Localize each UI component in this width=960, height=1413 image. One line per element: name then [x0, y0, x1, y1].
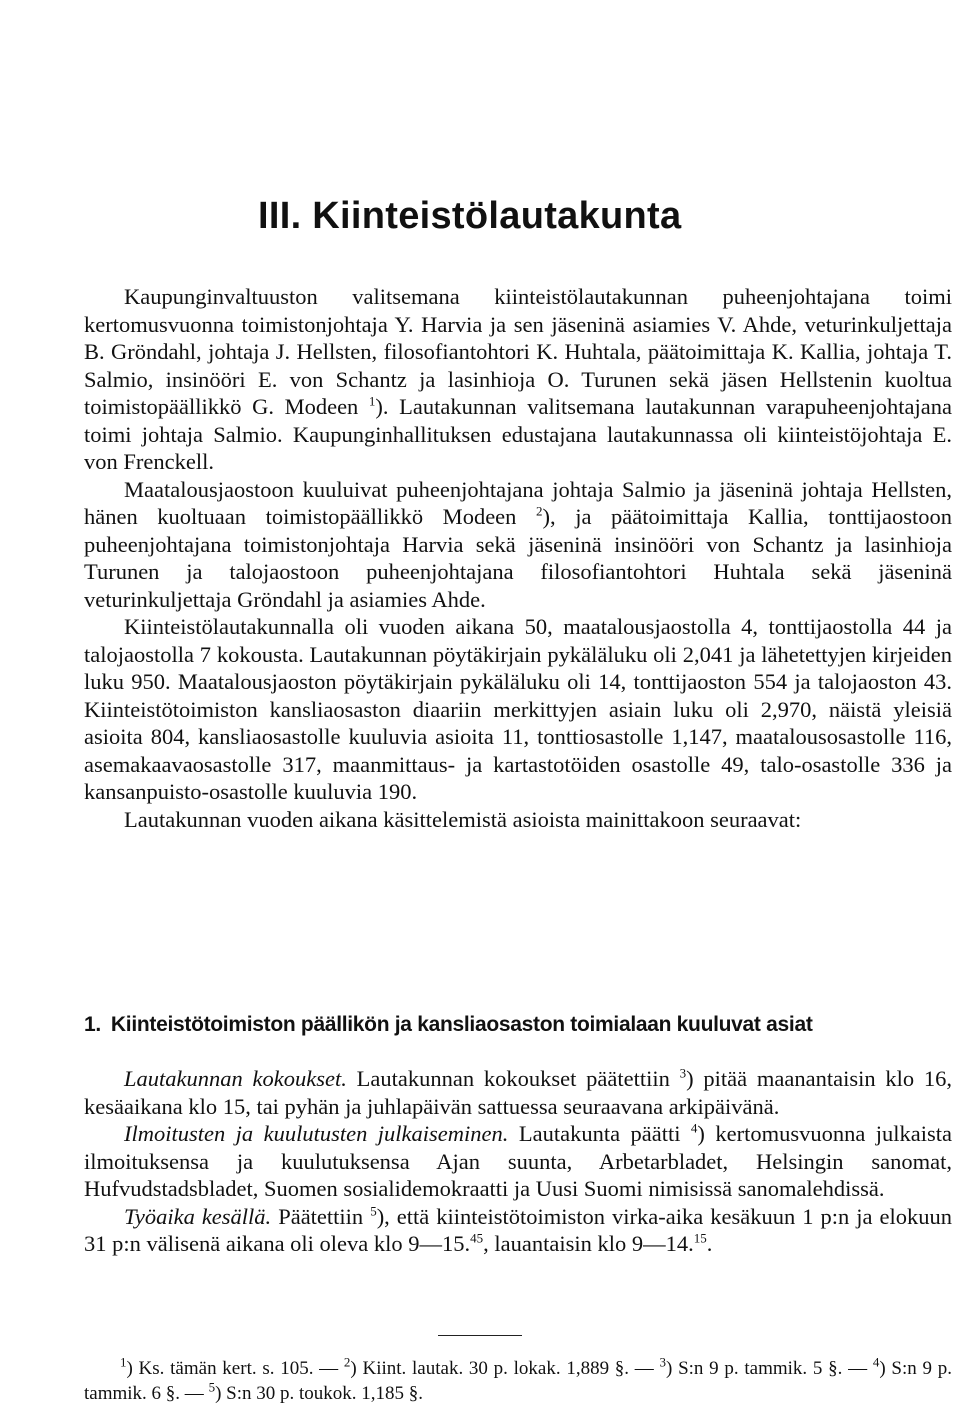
footnote-ref-3: 3: [679, 1065, 687, 1081]
paragraph-summer-hours: Työaika kesällä. Päätettiin $^5$), että kiinteistötoimiston virka-aika kesäkuun 1 p:n ja elokuun 31 p:n välisenä aikana oli oleva klo 9—15.45, lauantaisin klo 9—14.15.: [84, 1203, 952, 1256]
paragraph-board-members: Kaupunginvaltuuston valitsemana kiinteistölautakunnan puheenjohtajana toimi kertomusvuonna toimistonjohtaja Y. Harvia ja sen jäseninä asiamies V. Ahde, veturinkuljettaja B. Gröndahl, johtaja J. Hellsten, filosofiantohtori K. Huhtala, päätoimittaja K. Kallia, johtaja T. Salmio, insinööri E. von Schantz ja lasinhioja O. Turunen sekä jäsen Hellstenin kuoltua toimistopäällikkö G. Modeen $^1$). Lautakunnan valitsemana lautakunnan varapuheenjohtajana toimi johtaja Salmio. Kaupunginhallituksen edustajana lautakunnassa oli kiinteistöjohtaja E. von Frenckell.: [84, 284, 952, 474]
paragraph-announcements: Ilmoitusten ja kuulutusten julkaiseminen. Lautakunta päätti $^4$) kertomusvuonna julkaista ilmoituksensa ja kuulutuksensa Ajan suunta, Arbetarbladet, Helsingin sanomat, Hufvudstadsbladet, Suomen sosialidemokraatti ja Uusi Suomi nimisissä sanomalehdissä.: [84, 1120, 953, 1201]
paragraph-following-matters: Lautakunnan vuoden aikana käsittelemistä asioista mainittakoon seuraavat:: [124, 806, 802, 832]
section-heading: [84, 1011, 954, 1039]
footnote-ref-1: 1: [368, 393, 376, 409]
paragraph-lead: Ilmoitusten ja kuulutusten julkaiseminen.: [124, 1121, 509, 1146]
paragraph-lead: Lautakunnan kokoukset.: [124, 1066, 347, 1091]
paragraph-subcommittees: Maatalousjaostoon kuuluivat puheenjohtajana johtaja Salmio ja jäseninä johtaja Hellsten, hänen kuoltuaan toimistopäällikkö Modeen $^2$), ja päätoimittaja Kallia, tonttijaostoon puheenjohtajana toimistonjohtaja Harvia sekä jäseninä insinööri von Schantz ja lasinhioja Turunen ja talojaostoon puheenjohtajana filosofiantohtori Huhtala sekä jäseninä veturinkuljettaja Gröndahl ja asiamies Ahde.: [84, 476, 952, 612]
section-1-text: [84, 1065, 952, 1258]
paragraph-board-meetings: Lautakunnan kokoukset. Lautakunnan kokoukset päätettiin $^3$) pitää maanantaisin klo 16, kesäaikana klo 15, tai pyhän ja juhlapäivän sattuessa seuraavana arkipäivänä.: [84, 1065, 952, 1119]
chapter-title: III. Kiinteistölautakunta: [258, 195, 682, 237]
minutes-superscript: 45: [470, 1230, 484, 1246]
footnote-divider: [438, 1335, 522, 1336]
footnote-ref-4: 4: [690, 1120, 698, 1136]
footnotes: $^1$) Ks. tämän kert. s. 105. — $^2$) Kiint. lautak. 30 p. lokak. 1,889 §. — $^3$) S:n 9 p. tammik. 5 §. — $^4$) S:n 9 p. tammik. 6 §. — $^5$) S:n 30 p. toukok. 1,185 §.: [84, 1354, 952, 1404]
paragraph-lead: Työaika kesällä.: [124, 1203, 272, 1229]
section-number: 1.: [84, 1013, 101, 1036]
minutes-superscript: 15: [693, 1230, 707, 1246]
section-title: Kiinteistötoimiston päällikön ja kansliaosaston toimialaan kuuluvat asiat: [110, 1013, 813, 1036]
intro-text: [84, 283, 952, 833]
footnote-ref-2: 2: [536, 503, 543, 519]
footnote-ref-5: 5: [370, 1203, 377, 1218]
paragraph-meeting-statistics: Kiinteistölautakunnalla oli vuoden aikana 50, maatalousjaostolla 4, tonttijaostolla 44 ja talojaostolla 7 kokousta. Lautakunnan pöytäkirjain pykäläluku oli 2,041 ja lähetettyjen kirjeiden luku 950. Maatalousjaoston pöytäkirjain pykäläluku oli 14, tonttijaoston 554 ja talojaoston 43. Kiinteistötoimiston kansliaosaston diaariin merkittyjen asiain luku oli 2,970, näistä yleisiä asioita 804, kansliaosastolle kuuluvia asioita 11, tonttiosastolle 1,147, maatalousosastolle 116, asemakaavaosastolle 317, maanmittaus- ja kartastotöiden osastolle 49, talo-osastolle 336 ja kansanpuisto-osastolle kuuluvia 190.: [84, 614, 952, 804]
